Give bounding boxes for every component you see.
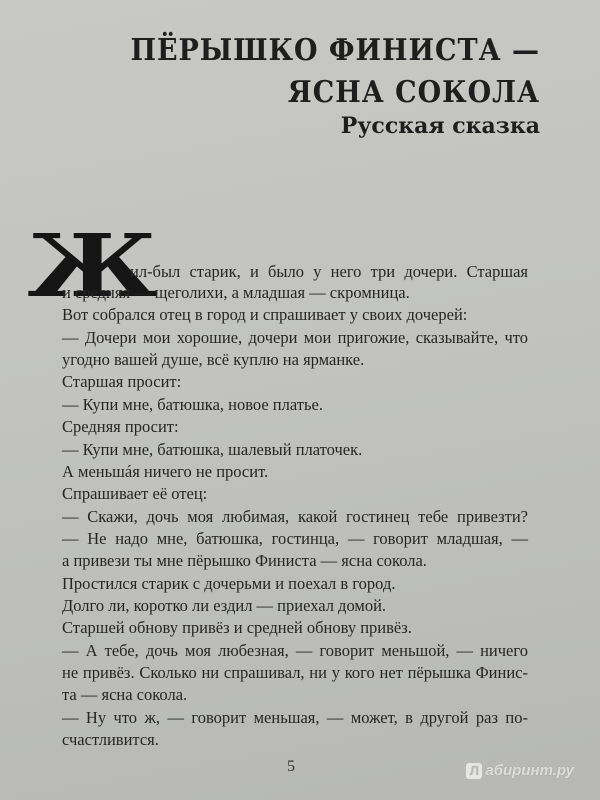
text-line: ил-был старик, и было у него три дочери. Старшая	[130, 262, 528, 281]
text-line: та — ясна сокола.	[62, 685, 188, 704]
text-line: не привёз. Сколько ни спрашивал, ни у кого нет пёрышка Финис-	[62, 663, 528, 682]
text-line: — А тебе, дочь моя любезная, — говорит меньшой, — ничего	[62, 641, 528, 660]
watermark-badge: Л	[466, 763, 482, 779]
title-line-2: ЯСНА СОКОЛА	[287, 75, 540, 110]
text-line: А меньшáя ничего не просит.	[62, 462, 269, 481]
watermark-logo	[466, 762, 574, 779]
drop-cap: Ж	[27, 216, 158, 317]
text-line: — Не надо мне, батюшка, гостинца, — говорит младшая, —	[62, 529, 528, 548]
title-line-1: ПЁРЫШКО ФИНИСТА —	[130, 33, 540, 68]
text-line: — Дочери мои хорошие, дочери мои пригожие, сказывайте, что	[62, 328, 528, 347]
text-line: счастливится.	[62, 730, 159, 749]
page-title	[20, 30, 540, 114]
text-line: а привези ты мне пёрышко Финиста — ясна сокола.	[62, 551, 427, 570]
text-line: Простился старик с дочерьми и поехал в город.	[62, 574, 396, 593]
text-line: Старшая просит:	[62, 372, 182, 391]
text-line: — Скажи, дочь моя любимая, какой гостинец тебе привезти?	[62, 507, 528, 526]
text-line: Спрашивает её отец:	[62, 484, 208, 503]
text-line: Старшей обнову привёз и средней обнову привёз.	[62, 618, 412, 637]
page-number: 5	[287, 758, 295, 775]
text-line: Вот собрался отец в город и спрашивает у своих дочерей:	[62, 305, 468, 324]
text-line: Долго ли, коротко ли ездил — приехал домой.	[62, 596, 387, 615]
text-line: Средняя просит:	[62, 417, 179, 436]
text-line: — Купи мне, батюшка, новое платье.	[62, 395, 323, 414]
text-line: — Ну что ж, — говорит меньшая, — может, в другой раз по-	[62, 708, 528, 727]
text-line: — Купи мне, батюшка, шалевый платочек.	[62, 440, 363, 459]
text-line: угодно вашей душе, всё куплю на ярманке.	[62, 350, 365, 369]
watermark-text: абиринт.ру	[485, 762, 574, 779]
page-subtitle: Русская сказка	[340, 113, 540, 139]
text-line: и средняя — щеголихи, а младшая — скромница.	[62, 283, 410, 302]
